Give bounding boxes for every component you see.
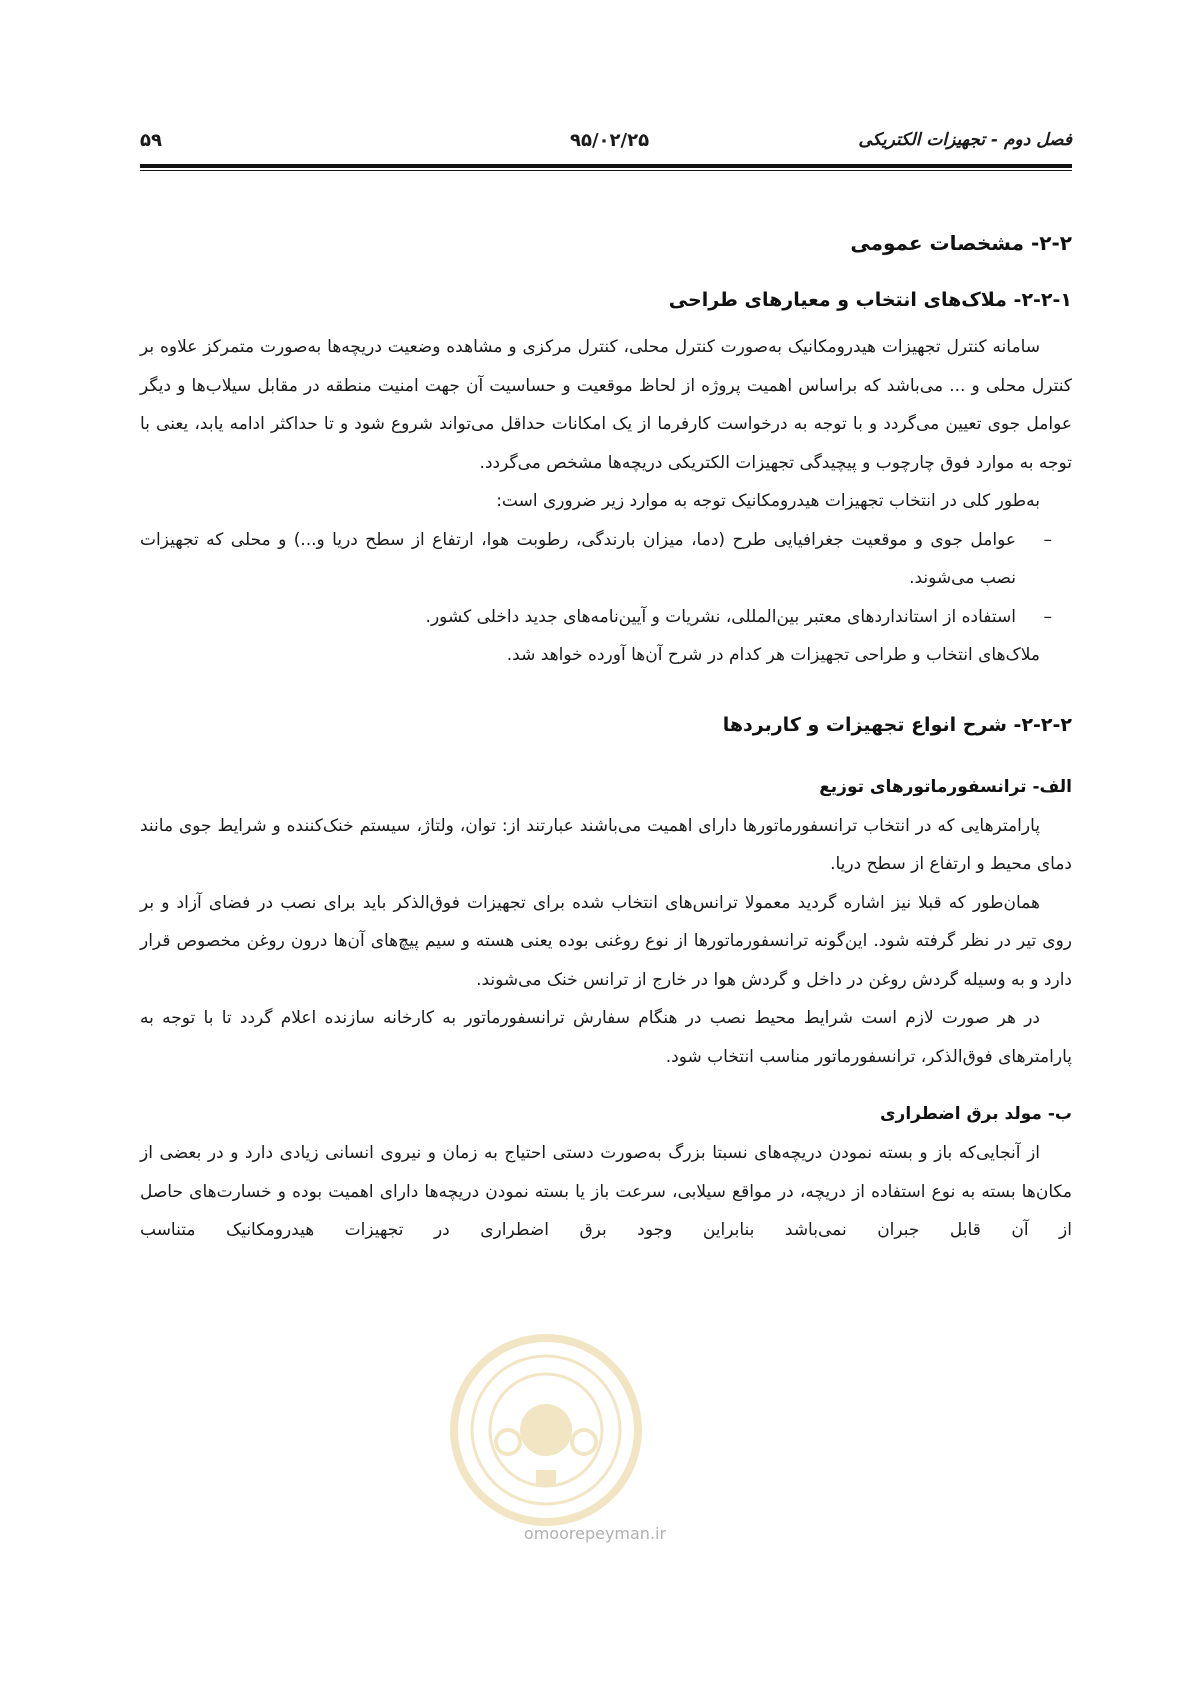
paragraph: سامانه کنترل تجهیزات هیدرومکانیک به‌صورت کنترل محلی، کنترل مرکزی و مشاهده وضعیت دریچه‌ها به‌صورت متمرکز علاوه بر کنترل محلی و ... می‌باشد که براساس اهمیت پروژه از لحاظ موقعیت و حساسیت آن جهت امنیت منطقه در مقابل سیلاب‌ها و دیگر عوامل جوی تعیین می‌گردد و با توجه به درخواست کارفرما از یک امکانات حداقل می‌تواند شروع شود و تا حداکثر ادامه یابد، یعنی با توجه به موارد فوق چارچوب و پیچیدگی تجهیزات الکتریکی دریچه‌ها مشخص می‌گردد. — [140, 337, 1072, 473]
watermark-seal-icon — [446, 1330, 646, 1530]
paragraph: در هر صورت لازم است شرایط محیط نصب در هنگام سفارش ترانسفورماتور به کارخانه سازنده اعلام گردد تا با توجه به پارامترهای فوق‌الذکر، ترانسفورماتور مناسب انتخاب شود. — [140, 1008, 1072, 1067]
watermark-url: omoorepeyman.ir — [523, 1524, 667, 1543]
list-item-text: استفاده از استانداردهای معتبر بین‌المللی، نشریات و آیین‌نامه‌های جدید داخلی کشور. — [425, 606, 1016, 627]
page-header — [140, 126, 1072, 156]
page-body — [140, 200, 1072, 1250]
paragraph: پارامترهایی که در انتخاب ترانسفورماتورها دارای اهمیت می‌باشند عبارتند از: توان، ولتاژ، سیستم خنک‌کننده و شرایط جوی مانند دمای محیط و ارتفاع از سطح دریا. — [140, 815, 1072, 874]
list-item — [140, 598, 1072, 637]
list-item-text: عوامل جوی و موقعیت جغرافیایی طرح (دما، میزان بارندگی، رطوبت هوا، ارتفاع از سطح دریا و...) و محلی که تجهیزات نصب می‌شوند. — [140, 529, 1016, 588]
dash-marker: – — [1043, 606, 1052, 627]
list-item — [140, 521, 1072, 598]
paragraph: ملاک‌های انتخاب و طراحی تجهیزات هر کدام در شرح آن‌ها آورده خواهد شد. — [506, 645, 1040, 665]
bullet-list — [140, 521, 1072, 637]
header-date: ۹۵/۰۲/۲۵ — [570, 130, 650, 151]
header-rule-thin — [140, 170, 1072, 171]
paragraph: همان‌طور که قبلا نیز اشاره گردید معمولا ترانس‌های انتخاب شده برای تجهیزات فوق‌الذکر باید برای نصب در فضای آزاد و بر روی تیر در نظر گرفته شود. این‌گونه ترانسفورماتورها از نوع روغنی بوده یعنی هسته و سیم پیچ‌های آن‌ها درون روغن مخصوص قرار دارد و به وسیله گردش روغن در داخل و گردش هوا در خارج از ترانس خنک می‌شوند. — [140, 892, 1072, 990]
paragraph: به‌طور کلی در انتخاب تجهیزات هیدرومکانیک توجه به موارد زیر ضروری است: — [496, 491, 1040, 511]
subsection-heading-be: ب- مولد برق اضطراری — [879, 1104, 1072, 1124]
section-heading-2-2: ۲-۲- مشخصات عمومی — [850, 231, 1072, 255]
subsection-heading-alef: الف- ترانسفورماتورهای توزیع — [819, 776, 1072, 797]
dash-marker: – — [1043, 529, 1052, 550]
header-rule-thick — [140, 164, 1072, 168]
chapter-title: فصل دوم - تجهیزات الکتریکی — [858, 130, 1072, 150]
section-heading-2-2-1: ۲-۲-۱- ملاک‌های انتخاب و معیارهای طراحی — [668, 289, 1072, 311]
page-number: ۵۹ — [140, 130, 162, 151]
section-heading-2-2-2: ۲-۲-۲- شرح انواع تجهیزات و کاربردها — [722, 713, 1072, 736]
paragraph: از آنجایی‌که باز و بسته نمودن دریچه‌های نسبتا بزرگ به‌صورت دستی احتیاج به زمان و نیروی انسانی زیادی دارد و در بعضی از مکان‌ها بسته به نوع استفاده از دریچه، در مواقع سیلابی، سرعت باز یا بسته نمودن دریچه‌ها دارای اهمیت بوده و خسارت‌های حاصل از آن قابل جبران نمی‌باشد بنابراین وجود برق اضطراری در تجهیزات هیدرومکانیک متناسب — [140, 1143, 1072, 1240]
